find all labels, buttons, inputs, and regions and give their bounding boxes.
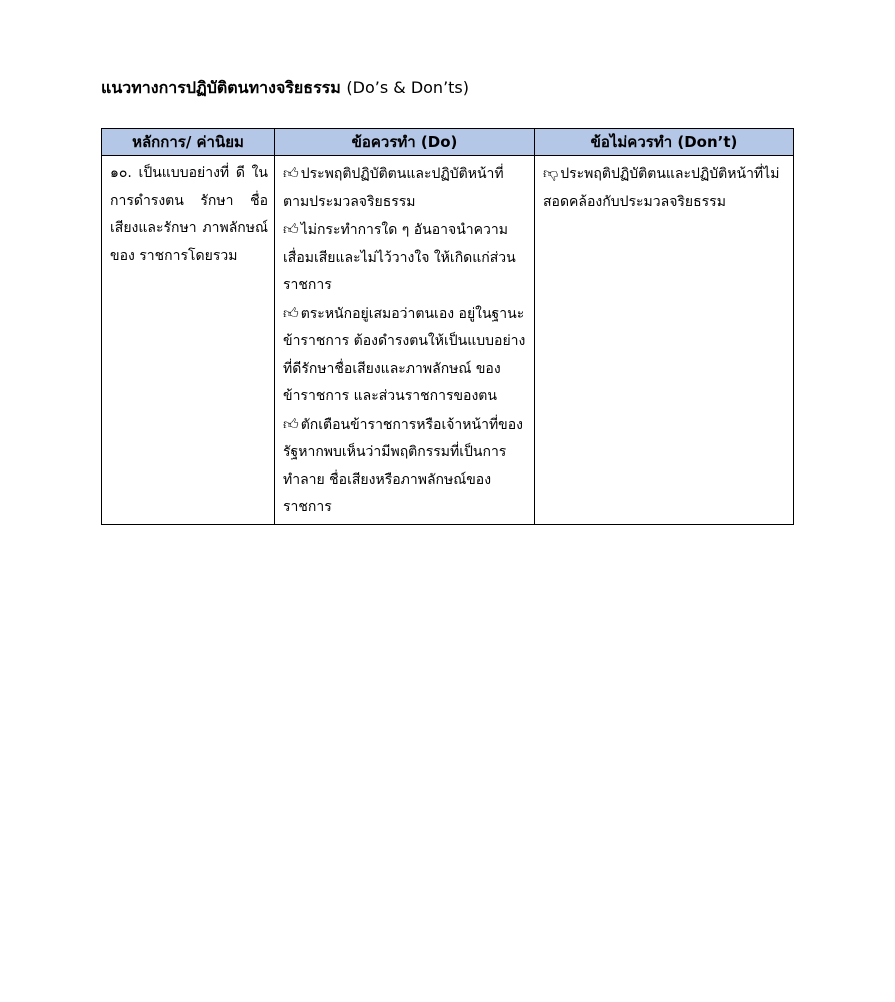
header-principle: หลักการ/ ค่านิยม	[102, 129, 275, 156]
header-do: ข้อควรทำ (Do)	[275, 129, 535, 156]
do-item	[283, 216, 528, 300]
do-item	[283, 411, 528, 522]
do-item-text: ไม่กระทำการใด ๆ อันอาจนำความเสื่อมเสียและไม่ไว้วางใจ ให้เกิดแก่ส่วนราชการ	[283, 222, 516, 293]
do-item	[283, 300, 528, 411]
dont-item	[543, 160, 787, 216]
table-row	[102, 156, 794, 525]
do-item-text: ตระหนักอยู่เสมอว่าตนเอง อยู่ในฐานะ ข้าราชการ ต้องดำรงตนให้เป็นแบบอย่างที่ดีรักษาชื่อเสียงและภาพลักษณ์ ของข้าราชการ และส่วนราชการของตน	[283, 305, 526, 404]
ethics-guideline-table	[101, 128, 794, 525]
thumbs-up-icon: 👍︎	[283, 220, 299, 238]
do-item-text: ตักเตือนข้าราชการหรือเจ้าหน้าที่ของรัฐหากพบเห็นว่ามีพฤติกรรมที่เป็นการทำลาย ชื่อเสียงหรือภาพลักษณ์ของราชการ	[283, 416, 523, 515]
principle-cell	[102, 156, 275, 525]
dont-cell	[535, 156, 794, 525]
dont-item-text: ประพฤติปฏิบัติตนและปฏิบัติหน้าที่ไม่สอดคล้องกับประมวลจริยธรรม	[543, 166, 780, 210]
thumbs-up-icon: 👍︎	[283, 303, 299, 322]
thumbs-down-icon: 👎︎	[543, 164, 559, 182]
do-item-text: ประพฤติปฏิบัติตนและปฏิบัติหน้าที่ ตามประมวลจริยธรรม	[283, 166, 504, 210]
do-cell	[275, 156, 535, 525]
document-title-latin: (Do’s & Don’ts)	[346, 78, 469, 97]
document-title	[101, 76, 469, 101]
table-header-row	[102, 129, 794, 156]
thumbs-up-icon: 👍︎	[283, 414, 299, 433]
thumbs-up-icon: 👍︎	[283, 164, 299, 182]
do-item	[283, 160, 528, 216]
document-title-thai: แนวทางการปฏิบัติตนทางจริยธรรม	[101, 78, 341, 97]
header-dont: ข้อไม่ควรทำ (Don’t)	[535, 129, 794, 156]
principle-text: ๑๐. เป็นแบบอย่างที่ ดี ในการดำรงตน รักษา ชื่อเสียงและรักษา ภาพลักษณ์ ของ ราชการโดยรวม	[110, 165, 268, 264]
